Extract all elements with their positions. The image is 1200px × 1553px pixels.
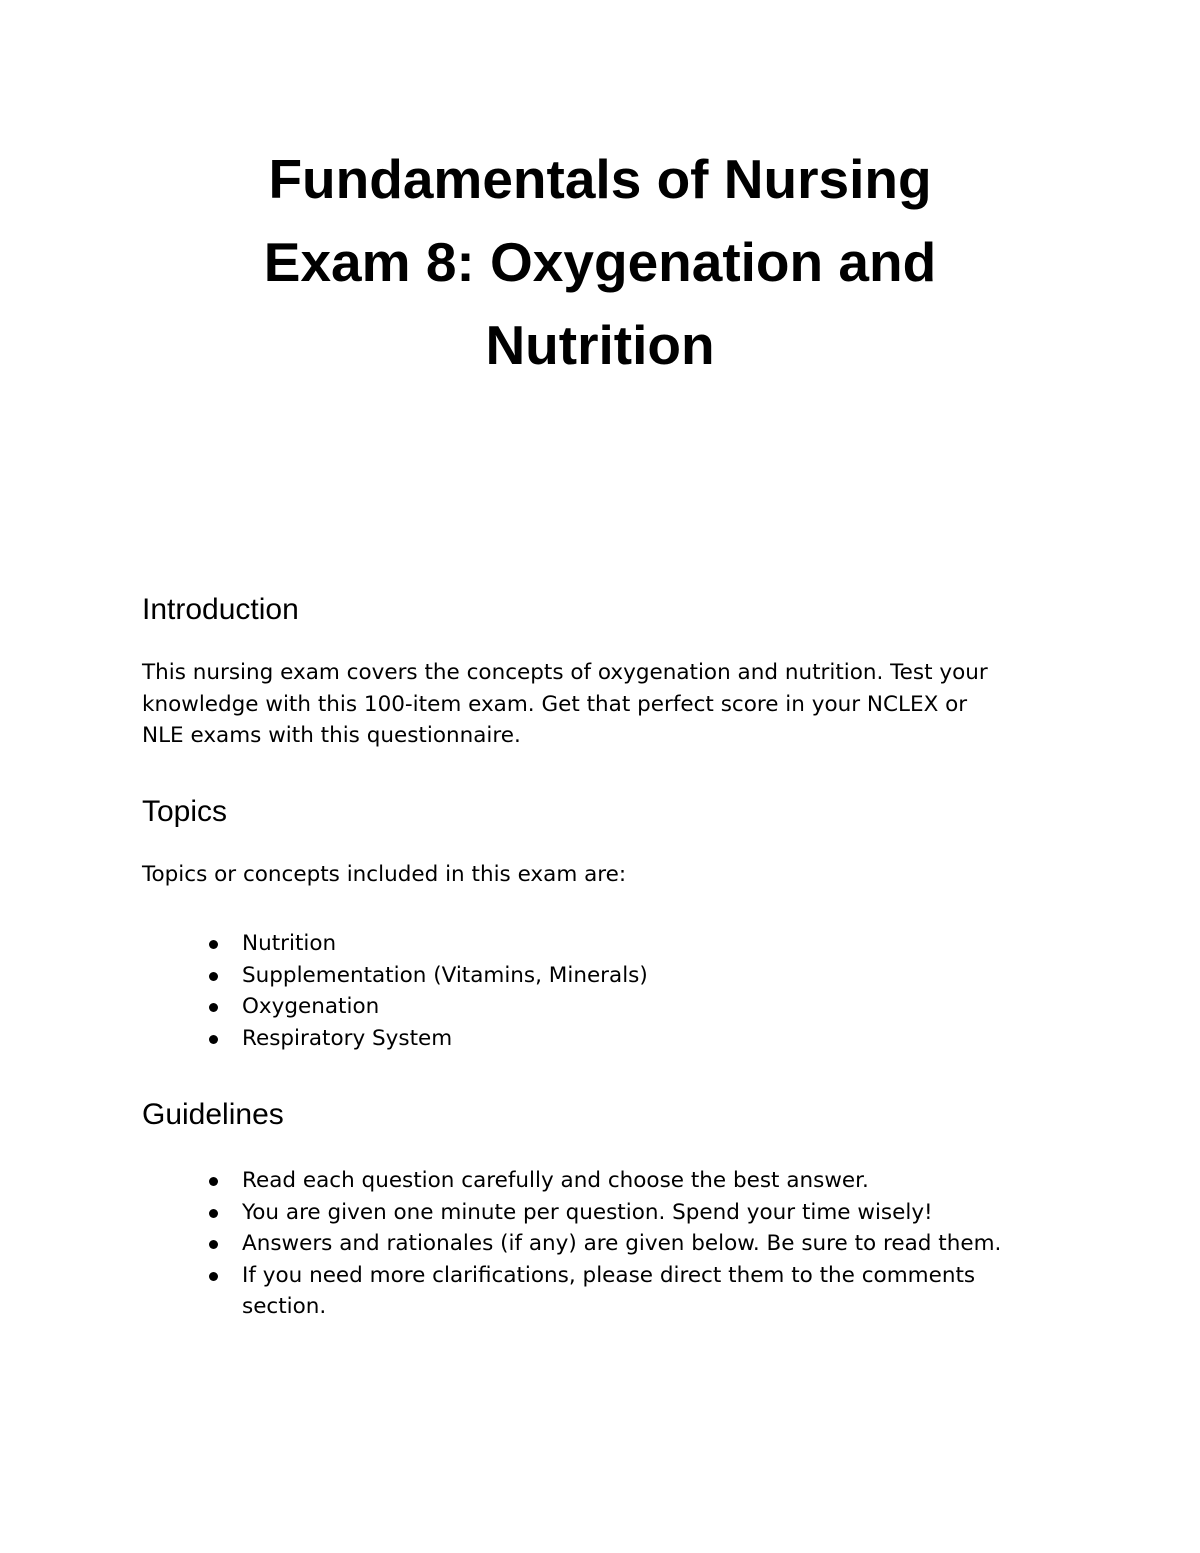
bullet-icon — [209, 1035, 218, 1044]
document-title — [140, 138, 1060, 387]
list-item — [142, 1197, 1082, 1229]
title-line: Exam 8: Oxygenation and — [263, 231, 937, 293]
list-item-text: Respiratory System — [242, 1025, 453, 1051]
bullet-icon — [209, 1272, 218, 1281]
topics-lead-text: Topics or concepts included in this exam are: — [142, 862, 627, 887]
topics-heading: Topics — [142, 795, 228, 828]
guidelines-list — [142, 1165, 1082, 1323]
bullet-icon — [209, 972, 218, 981]
list-item — [142, 928, 1082, 960]
list-item-text: Supplementation (Vitamins, Minerals) — [242, 962, 648, 988]
list-item-text: Answers and rationales (if any) are given below. Be sure to read them. — [242, 1231, 1002, 1256]
bullet-icon — [209, 1177, 218, 1186]
title-line: Fundamentals of Nursing — [268, 148, 932, 210]
list-item — [142, 960, 1082, 992]
list-item — [142, 1260, 1082, 1323]
list-item-text: Read each question carefully and choose the best answer. — [242, 1168, 869, 1193]
topics-list — [142, 928, 1082, 1054]
list-item — [142, 991, 1082, 1023]
paragraph-line: NLE exams with this questionnaire. — [142, 723, 521, 748]
paragraph-line: This nursing exam covers the concepts of oxygenation and nutrition. Test your — [142, 660, 988, 685]
list-item-text: You are given one minute per question. Spend your time wisely! — [242, 1199, 933, 1225]
list-item-text: Oxygenation — [242, 994, 380, 1019]
list-item-text: If you need more clarifications, please direct them to the comments section. — [242, 1262, 976, 1319]
guidelines-heading: Guidelines — [142, 1098, 284, 1131]
bullet-icon — [209, 1240, 218, 1249]
paragraph-line: knowledge with this 100-item exam. Get that perfect score in your NCLEX or — [142, 691, 968, 717]
list-item-text: Nutrition — [242, 931, 337, 956]
title-line: Nutrition — [485, 314, 715, 376]
list-item — [142, 1228, 1082, 1260]
bullet-icon — [209, 1003, 218, 1012]
list-item — [142, 1165, 1082, 1197]
bullet-icon — [209, 1209, 218, 1218]
bullet-icon — [209, 940, 218, 949]
introduction-heading: Introduction — [142, 593, 299, 626]
list-item — [142, 1023, 1082, 1055]
introduction-paragraph — [142, 657, 1072, 752]
